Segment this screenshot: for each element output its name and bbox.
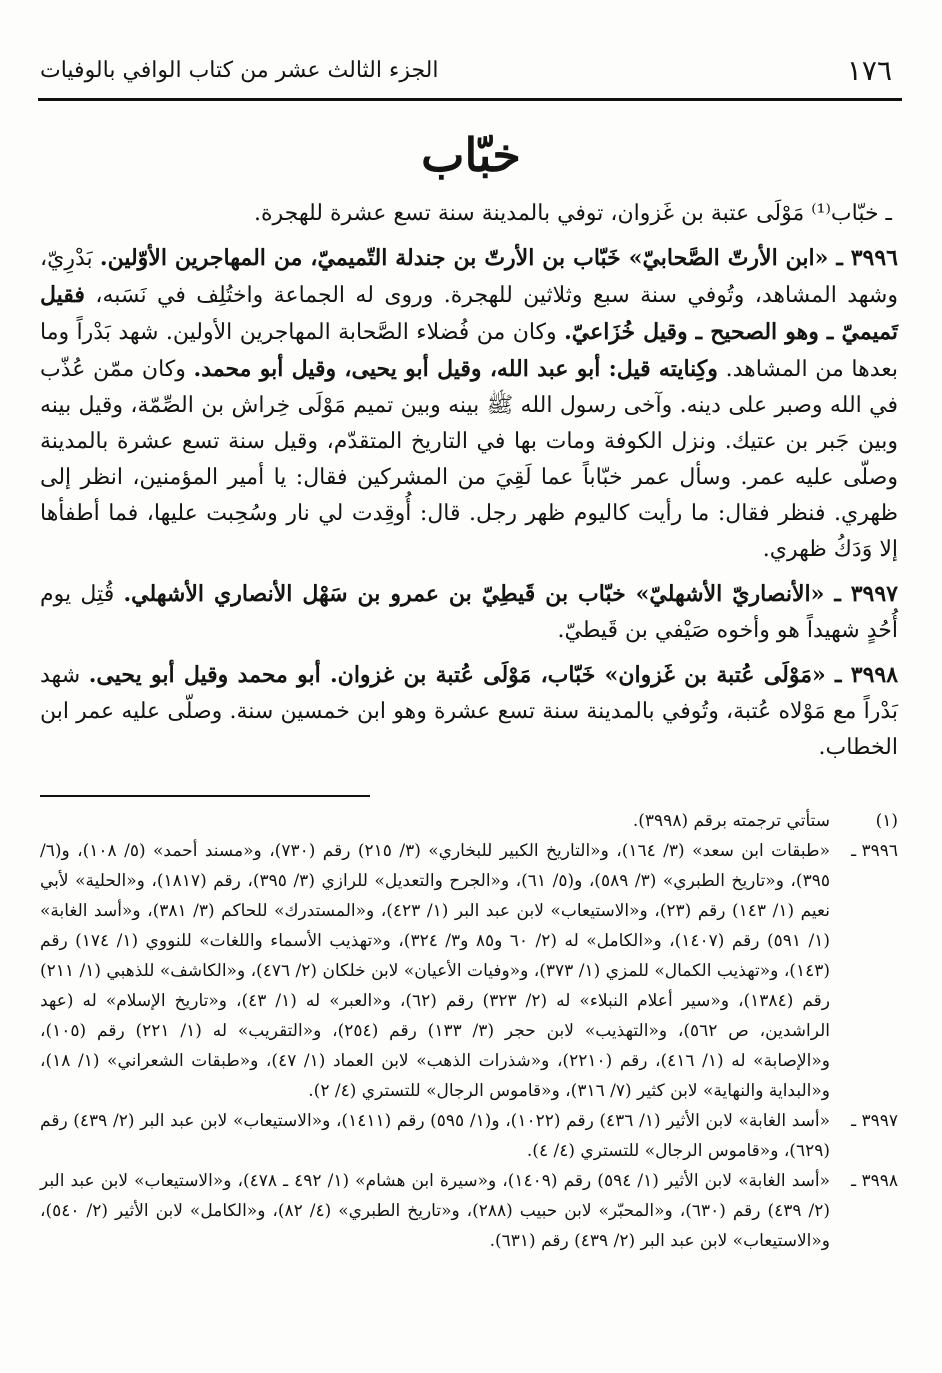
footnote-text: «أسد الغابة» لابن الأثير (١/ ٥٩٤) رقم (١٤٠٩)، و«سيرة ابن هشام» (١/ ٤٩٢ ـ ٤٧٨)، و«الاستيعاب» لابن عبد البر (٢/ ٤٣٩) رقم (٦٣٠)، و«المحبّر» لابن حبيب (٢٨٨)، و«تاريخ الطبري» (٤/ ٨٢)، و«الكامل» لابن الأثير (٢/ ٥٤٠)، و«الاستيعاب» لابن عبد البر (٢/ ٤٣٩) رقم (٦٣١).: [40, 1171, 831, 1251]
footnote-label: (١): [875, 811, 898, 831]
entry-3998-body: شهد بَدْراً مع مَوْلاه عُتبة، وتُوفي بالمدينة سنة تسع عشرة وهو ابن خمسين سنة. وصلّى عليه عمر ابن الخطاب.: [40, 663, 898, 760]
entry-3996-heading: ٣٩٩٦ ـ «ابن الأرتّ الصَّحابيّ» خَبّاب بن الأرتّ بن جندلة التّميميّ، من المهاجرين الأوّلين.: [99, 245, 898, 271]
entry-3997: [40, 576, 898, 649]
footnote-label: ٣٩٩٧ ـ: [851, 1111, 898, 1131]
footnote-text: «أسد الغابة» لابن الأثير (١/ ٤٣٦) رقم (١٠٢٢)، و(١/ ٥٩٥) رقم (١٤١١)، و«الاستيعاب» لابن عبد البر (٢/ ٤٣٩) رقم (٦٢٩)، و«قاموس الرجال» للتستري (٤/ ٤).: [40, 1111, 830, 1161]
entry-3996-lineage: فقيل تَميميّ ـ وهو الصحيح ـ وقيل خُزَاعيّ.: [40, 282, 898, 345]
section-heading: خبّاب: [421, 128, 521, 182]
footnotes: [40, 806, 898, 1256]
entry-3996-body-3: وكان ممّن عُذّب في الله وصبر على دينه. وآخى رسول الله ﷺ بينه وبين تميم مَوْلَى خِراش بن الصِّمّة، وقيل بينه وبين جَبر بن عتيك. ونزل الكوفة ومات بها في التاريخ المتقدّم، وقيل سنة تسع عشرة بالمدينة وصلّى عليه عمر. وسأل عمر خبّاباً عما لَقِيَ من المشركين فقال: يا أمير المؤمنين، انظر إلى ظهري. فنظر فقال: ما رأيت كاليوم ظهر رجل. قال: أُوقِدت لي نار وسُحِبت عليها، فما أطفأها إلا وَدَكُ ظهري.: [40, 357, 898, 562]
footnote-label: ٣٩٩٦ ـ: [851, 841, 898, 861]
entry-3997-heading: ٣٩٩٧ ـ «الأنصاريّ الأشهليّ» خبّاب بن قَيطِيّ بن عمرو بن سَهْل الأنصاري الأشهلي.: [123, 581, 898, 607]
entry-3996-body-1: بَدْرِيّ، وشهد المشاهد، وتُوفي سنة سبع وثلاثين للهجرة. وروى له الجماعة واختُلِف في نَسَبه،: [40, 246, 898, 308]
entry-3996-kunya: وكِنايته قيل: أبو عبد الله، وقيل أبو يحيى، وقيل أبو محمد.: [193, 356, 718, 382]
header-rule: [38, 98, 902, 101]
footnote: [40, 806, 898, 836]
entry-3996: [40, 240, 898, 568]
footnote-rule: [40, 795, 370, 797]
running-title: الجزء الثالث عشر من كتاب الوافي بالوفيات: [40, 58, 439, 83]
page-number: ١٧٦: [846, 54, 892, 87]
entry-3998: [40, 657, 898, 766]
footnote-label: ٣٩٩٨ ـ: [851, 1171, 898, 1191]
intro-line: ـ خبّاب⁽¹⁾ مَوْلَى عتبة بن غَزوان، توفي بالمدينة سنة تسع عشرة للهجرة.: [254, 201, 892, 226]
footnote: [40, 1106, 898, 1166]
footnote-text: ستأتي ترجمته برقم (٣٩٩٨).: [632, 811, 830, 831]
footnote-text: «طبقات ابن سعد» (٣/ ١٦٤)، و«التاريخ الكبير للبخاري» (٣/ ٢١٥) رقم (٧٣٠)، و«مسند أحمد» (٥/ ١٠٨)، و(٦/ ٣٩٥)، و«تاريخ الطبري» (٣/ ٥٨٩)، و(٥/ ٦١)، و«الجرح والتعديل» للرازي (٣/ ٣٩٥)، رقم (١٨١٧)، و«الحلية» لأبي نعيم (١/ ١٤٣) رقم (٢٣)، و«الاستيعاب» لابن عبد البر (١/ ٤٢٣)، و«المستدرك» للحاكم (٣/ ٣٨١)، و«أسد الغابة» (١/ ٥٩١) رقم (١٤٠٧)، و«الكامل» له (٢/ ٦٠ و٨٥ و٣/ ٣٢٤)، و«تهذيب الأسماء واللغات» للنووي (١/ ١٧٤) رقم (١٤٣)، و«تهذيب الكمال» للمزي (١/ ٣٧٣)، و«وفيات الأعيان» لابن خلكان (٢/ ٤٧٦)، و«الكاشف» للذهبي (١/ ٢١١) رقم (١٣٨٤)، و«سير أعلام النبلاء» له (٢/ ٣٢٣) رقم (٦٢)، و«العبر» له (١/ ٤٣)، و«تاريخ الإسلام» له (عهد الراشدين، ص ٥٦٢)، و«التهذيب» لابن حجر (٣/ ١٣٣) رقم (٢٥٤)، و«التقريب» له (١/ ٢٢١) رقم (١٠٥)، و«الإصابة» له (١/ ٤١٦)، رقم (٢٢١٠)، و«شذرات الذهب» لابن العماد (١/ ٤٧)، و«طبقات الشعراني» (١/ ١٨)، و«البداية والنهاية» لابن كثير (٧/ ٣١٦)، و«قاموس الرجال» للتستري (٤/ ٢).: [40, 841, 831, 1101]
entry-3998-heading: ٣٩٩٨ ـ «مَوْلَى عُتبة بن غَزوان» خَبّاب، مَوْلَى عُتبة بن غزوان. أبو محمد وقيل أبو يحيى.: [88, 662, 899, 688]
main-text: [40, 196, 898, 774]
entry-3996-body-2: وكان من فُضلاء الصَّحابة المهاجرين الأولين. شهد بَدْراً وما بعدها من المشاهد.: [40, 320, 898, 382]
entry-3997-body: قُتِل يوم أُحُدٍ شهيداً هو وأخوه صَيْفي بن قَيطيّ.: [40, 582, 898, 643]
footnote: [40, 1166, 898, 1256]
footnote: [40, 836, 898, 1106]
